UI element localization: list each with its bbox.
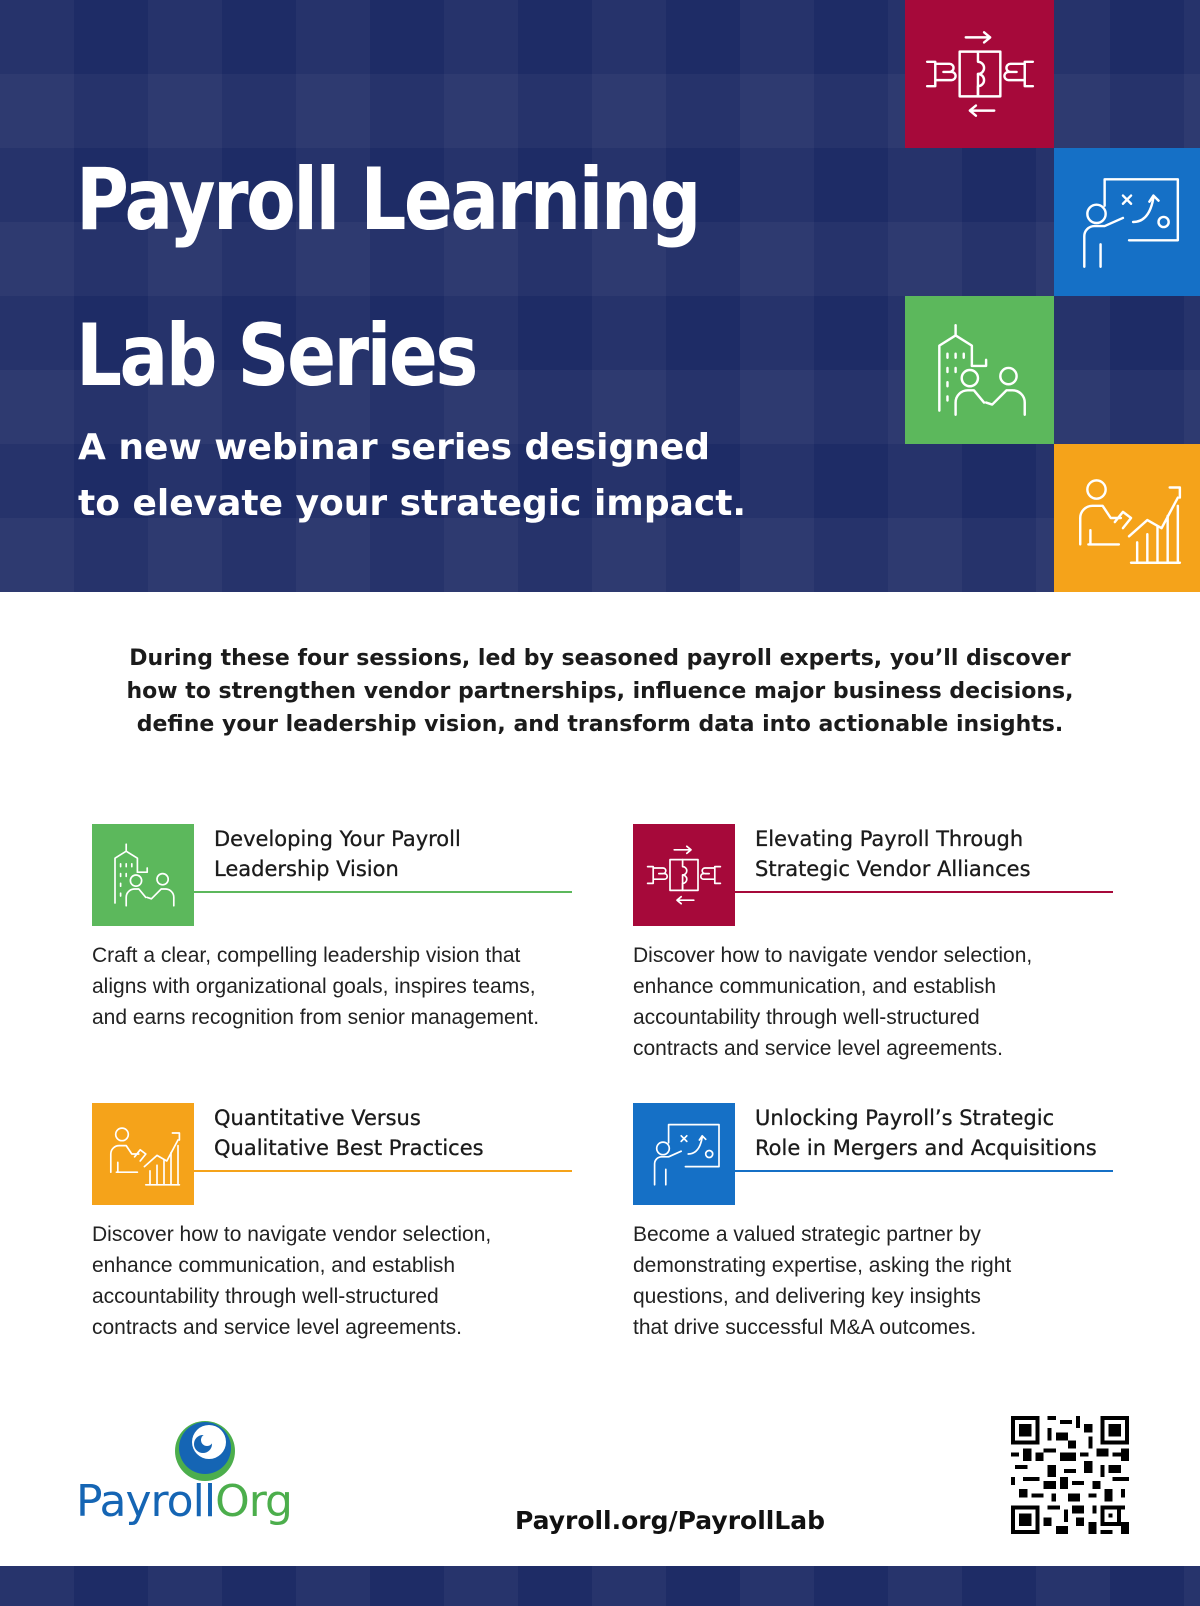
session-description-line: demonstrating expertise, asking the right [633,1254,1012,1277]
session-description-line: Craft a clear, compelling leadership vision that [92,944,521,967]
session-description-line: accountability through well-structured [633,1006,980,1029]
puzzle-handshake-icon [642,833,726,917]
session-title-line: Leadership Vision [214,857,399,881]
presenter-chart-icon [101,1112,185,1196]
logo-swirl-icon [172,1418,238,1484]
page-subtitle-line-1: A new webinar series designed [78,427,711,468]
session-description-line: contracts and service level agreements. [92,1316,463,1339]
logo-wordmark [76,1476,292,1527]
hero-tile-data [1054,444,1200,592]
intro-line-3: define your leadership vision, and transform data into actionable insights. [136,712,1064,737]
session-title-line: Qualitative Best Practices [214,1136,484,1160]
session-description [633,940,1113,1064]
hero-tile-leadership [905,296,1054,444]
session-description [633,1219,1113,1343]
session-icon-box [92,1103,194,1205]
leadership-buildings-icon [101,833,185,917]
session-description-line: Discover how to navigate vendor selection, [633,944,1033,967]
hero-tile-vendor [905,0,1054,148]
session-title [755,824,1115,884]
session-title-line: Elevating Payroll Through [755,827,1024,851]
session-description-line: aligns with organizational goals, inspires teams, [92,975,536,998]
qr-code[interactable] [1011,1416,1129,1534]
session-title-line: Unlocking Payroll’s Strategic [755,1106,1055,1130]
session-description-line: Become a valued strategic partner by [633,1223,981,1246]
session-divider [194,891,572,893]
session-description-line: and earns recognition from senior management. [92,1006,540,1029]
intro-line-1: During these four sessions, led by seasoned payroll experts, you’ll discover [129,646,1071,671]
session-title-line: Role in Mergers and Acquisitions [755,1136,1097,1160]
footer-bar [0,1566,1200,1606]
page-title [76,122,765,434]
session-divider [735,891,1113,893]
payrollorg-logo [76,1418,346,1528]
session-description-line: questions, and delivering key insights [633,1285,981,1308]
session-divider [194,1170,572,1172]
puzzle-handshake-icon [919,13,1041,135]
session-icon-box [633,1103,735,1205]
leadership-buildings-icon [919,309,1041,431]
session-description-line: accountability through well-structured [92,1285,439,1308]
session-description-line: enhance communication, and establish [633,975,997,998]
strategy-board-icon [1066,161,1188,283]
session-icon-box [92,824,194,926]
page-subtitle-line-2: to elevate your strategic impact. [78,483,747,524]
logo-wordmark-payroll: Payroll [76,1476,216,1527]
session-title [214,1103,574,1163]
session-description-line: Discover how to navigate vendor selection, [92,1223,492,1246]
session-divider [735,1170,1113,1172]
intro-line-2: how to strengthen vendor partnerships, influence major business decisions, [126,679,1074,704]
page-title-line-1: Payroll Learning [76,150,699,250]
session-description-line: contracts and service level agreements. [633,1037,1004,1060]
logo-wordmark-org: Org [215,1476,292,1527]
session-icon-box [633,824,735,926]
session-title [214,824,574,884]
session-description-line: enhance communication, and establish [92,1254,456,1277]
session-description [92,1219,572,1343]
page-subtitle [78,420,778,532]
page-title-line-2: Lab Series [76,306,476,406]
presenter-chart-icon [1066,457,1188,579]
strategy-board-icon [642,1112,726,1196]
hero-banner [0,0,1200,592]
intro-paragraph [120,642,1080,741]
session-description-line: that drive successful M&A outcomes. [633,1316,977,1339]
session-title-line: Strategic Vendor Alliances [755,857,1031,881]
session-title [755,1103,1115,1163]
registration-url[interactable]: Payroll.org/PayrollLab [514,1506,826,1535]
session-title-line: Quantitative Versus [214,1106,421,1130]
session-description [92,940,572,1033]
session-title-line: Developing Your Payroll [214,827,461,851]
hero-tile-strategy [1054,148,1200,296]
